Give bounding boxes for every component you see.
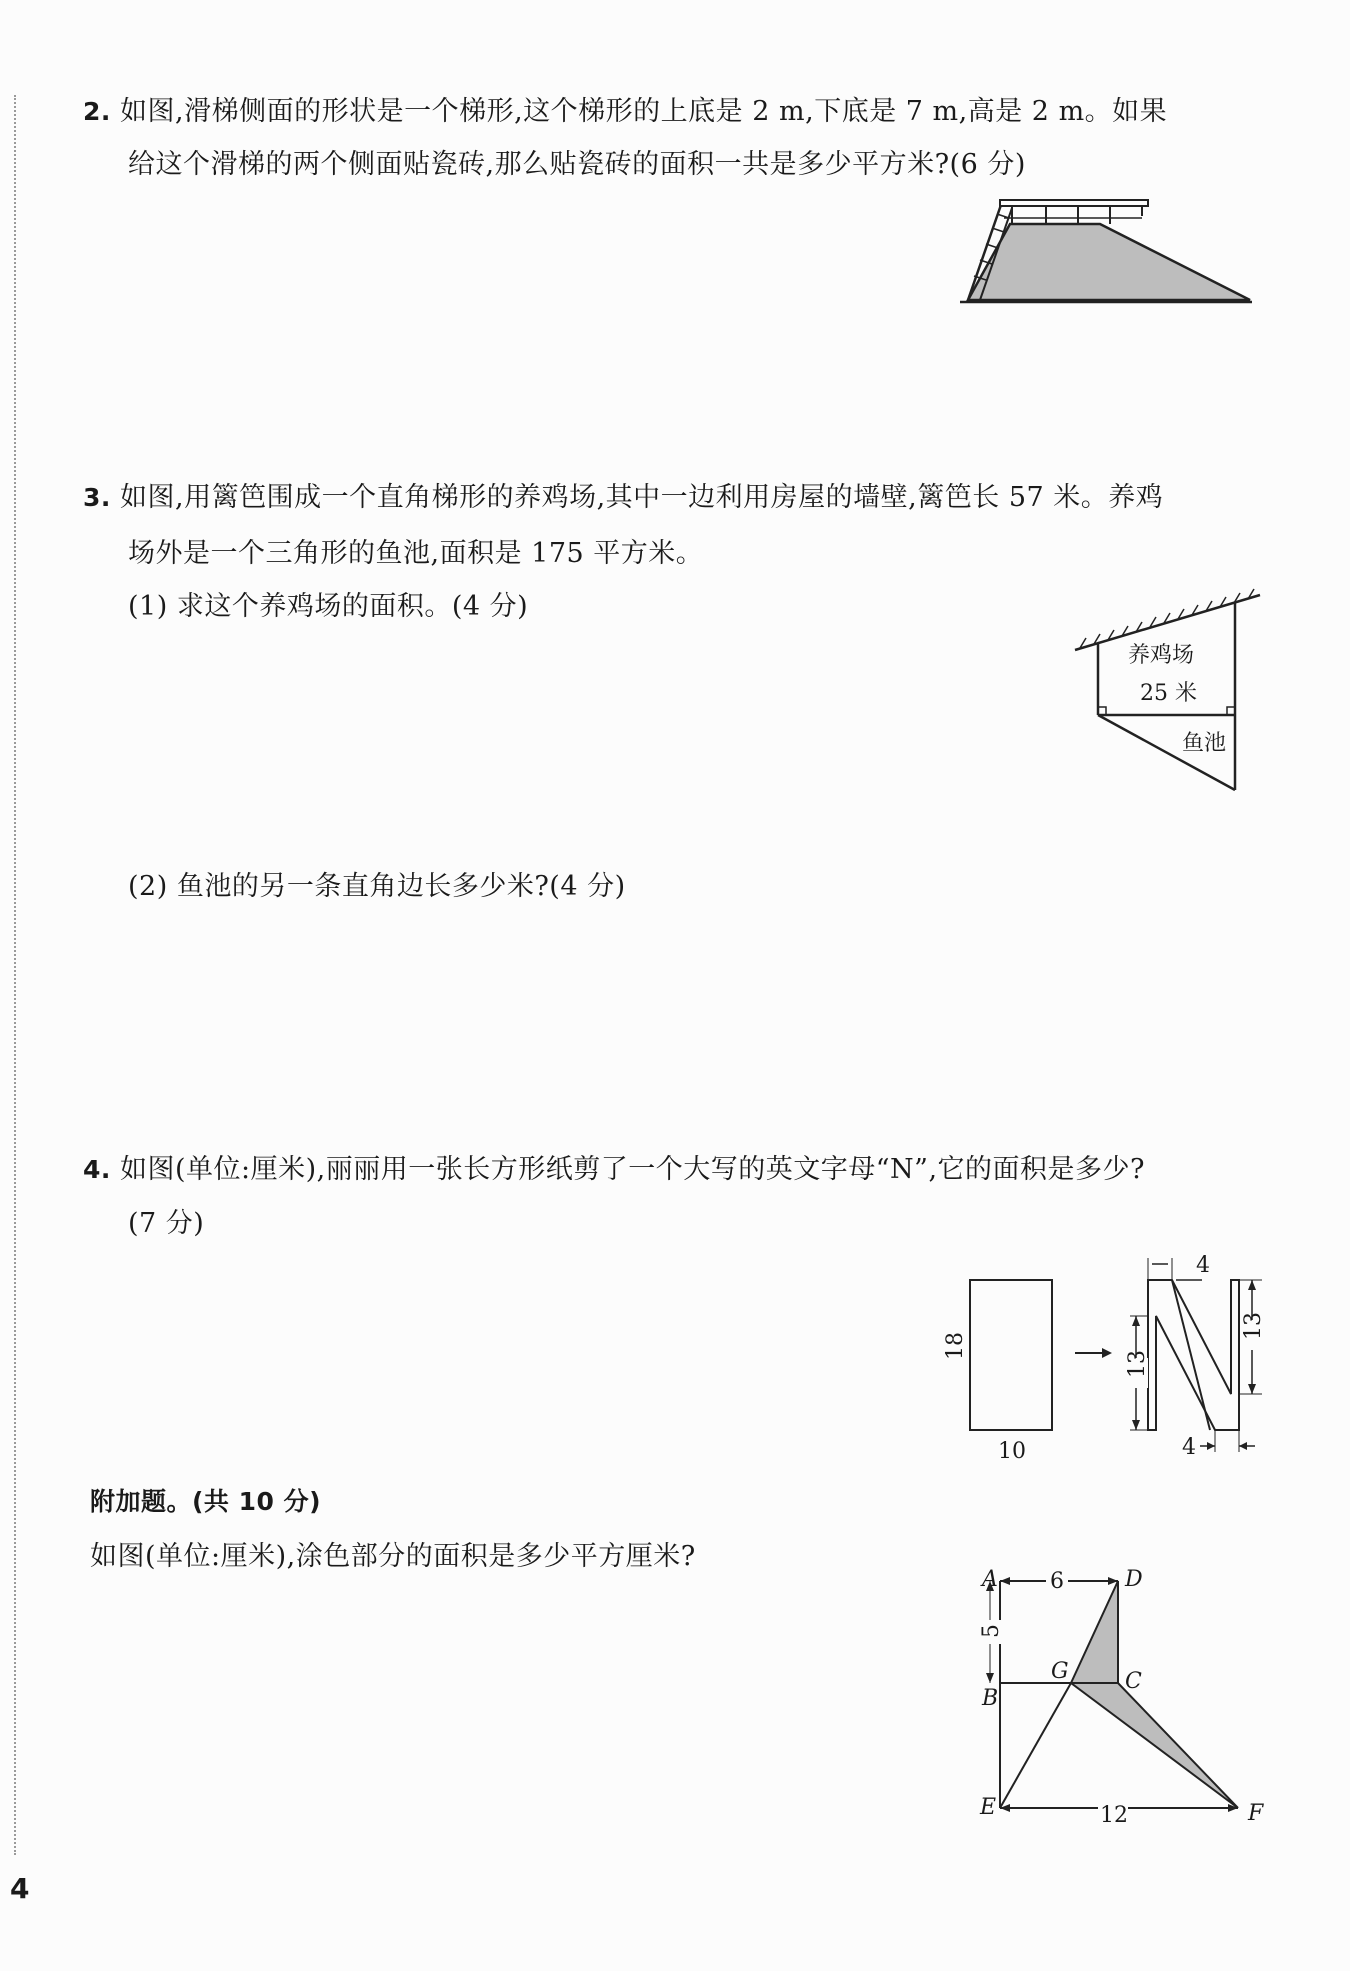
rect-width-label: 10 (998, 1439, 1026, 1464)
point-e: E (980, 1795, 997, 1820)
page-number: 4 (10, 1872, 30, 1905)
q2-line2: 给这个滑梯的两个侧面贴瓷砖,那么贴瓷砖的面积一共是多少平方米?(6 分) (128, 149, 1026, 180)
bottom-length-label: 12 (1100, 1803, 1128, 1828)
q4-number: 4. (83, 1155, 111, 1184)
bottom-width-label: 4 (1182, 1435, 1196, 1460)
q3-sub2: (2) 鱼池的另一条直角边长多少米?(4 分) (128, 871, 626, 902)
farm-figure (1070, 590, 1270, 800)
top-length-label: 6 (1050, 1569, 1064, 1594)
point-f: F (1248, 1801, 1264, 1826)
top-width-label: 4 (1196, 1253, 1210, 1278)
slide-figure (960, 190, 1260, 310)
left-height-label: 13 (1125, 1350, 1150, 1378)
farm-label: 养鸡场 (1128, 643, 1195, 668)
point-c: C (1125, 1669, 1142, 1694)
n-letter-figure (940, 1250, 1270, 1480)
q3-text-1: 如图,用篱笆围成一个直角梯形的养鸡场,其中一边利用房屋的墙壁,篱笆长 57 米。养鸡 (120, 482, 1164, 513)
geometry-figure (970, 1560, 1270, 1840)
bonus-title: 附加题。(共 10 分) (90, 1487, 322, 1516)
rect-height-label: 18 (943, 1332, 968, 1360)
q4-line1 (83, 1150, 1145, 1190)
q3-sub1: (1) 求这个养鸡场的面积。(4 分) (128, 591, 529, 622)
point-b: B (982, 1686, 999, 1711)
point-a: A (982, 1567, 998, 1592)
q4-line2: (7 分) (128, 1208, 205, 1239)
binding-dotted-line (14, 95, 16, 1855)
q2-number: 2. (83, 97, 111, 126)
q2-text-1: 如图,滑梯侧面的形状是一个梯形,这个梯形的上底是 2 m,下底是 7 m,高是 2 m。如果 (120, 96, 1168, 127)
pond-label: 鱼池 (1182, 731, 1227, 756)
point-d: D (1125, 1567, 1143, 1592)
q4-text-1: 如图(单位:厘米),丽丽用一张长方形纸剪了一个大写的英文字母“N”,它的面积是多少? (120, 1154, 1146, 1185)
farm-width-label: 25 米 (1140, 681, 1197, 706)
q3-line1 (83, 478, 1163, 518)
bonus-text: 如图(单位:厘米),涂色部分的面积是多少平方厘米? (90, 1541, 696, 1572)
q3-line2: 场外是一个三角形的鱼池,面积是 175 平方米。 (128, 538, 704, 569)
point-g: G (1051, 1659, 1069, 1684)
right-height-label: 13 (1241, 1312, 1266, 1340)
left-length-label: 5 (979, 1624, 1004, 1638)
q2-line1 (83, 92, 1167, 132)
q3-number: 3. (83, 483, 111, 512)
